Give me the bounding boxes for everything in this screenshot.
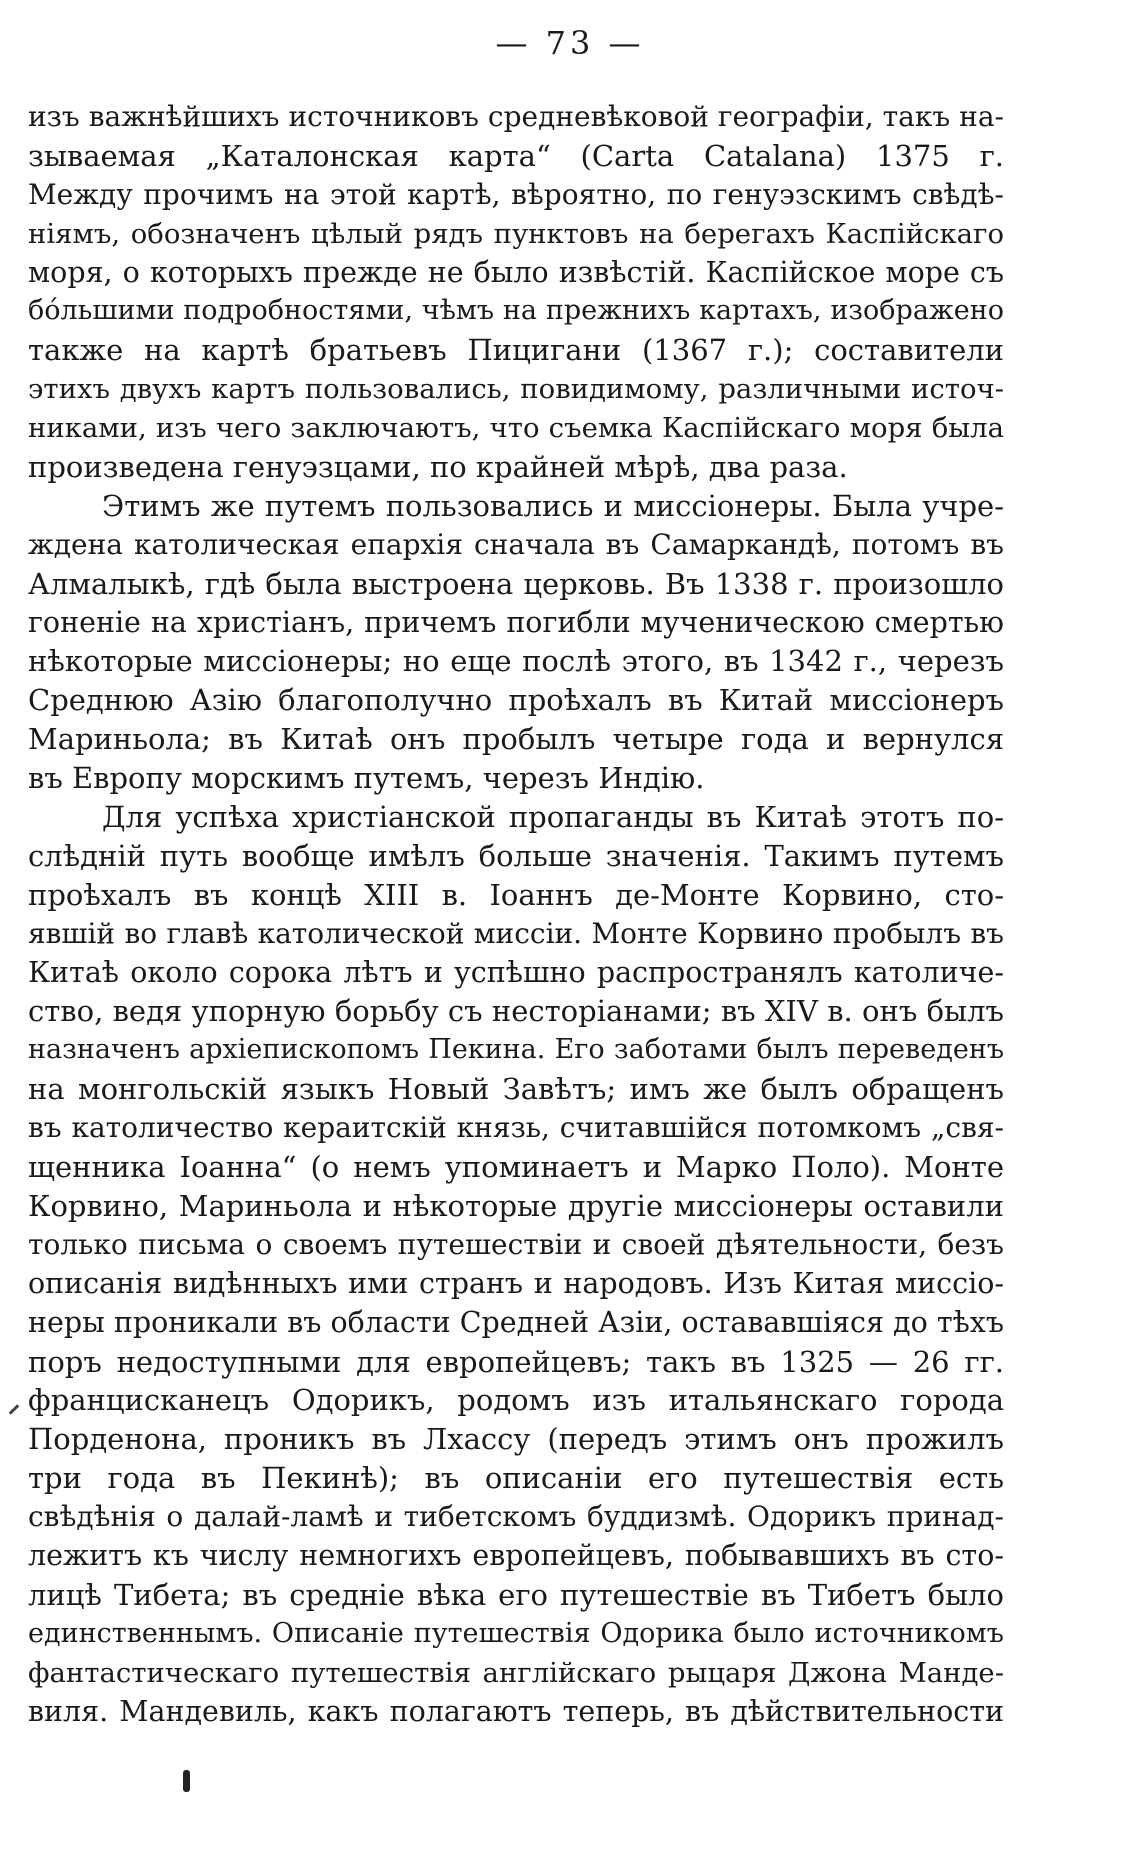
text-line: никами, изъ чего заключаютъ, что съемка Каспійскаго моря была <box>28 412 1004 445</box>
text-line: фантастическаго путешествія англійскаго рыцаря Джона Манде- <box>28 1656 1004 1689</box>
text-line: Этимъ же путемъ пользовались и миссіонеры. Была учре- <box>102 488 1004 523</box>
text-line: слѣдній путь вообще имѣлъ больше значенія. Такимъ путемъ <box>28 838 1004 873</box>
text-line: Между прочимъ на этой картѣ, вѣроятно, по генуэзскимъ свѣдѣ- <box>28 177 1004 211</box>
text-line: описанія видѣнныхъ ими странъ и народовъ. Изъ Китая миссіо- <box>28 1266 1004 1300</box>
ink-speck <box>183 1770 190 1792</box>
text-line: гоненіе на христіанъ, причемъ погибли мученическою смертью <box>28 605 1004 639</box>
text-line: Мариньола; въ Китаѣ онъ пробылъ четыре года и вернулся <box>28 722 1004 757</box>
text-line: также на картѣ братьевъ Пицигани (1367 г.); составители <box>28 333 1004 368</box>
text-line: щенника Іоанна“ (о немъ упоминаетъ и Марко Поло). Монте <box>28 1150 1004 1185</box>
text-line: явшій во главѣ католической миссіи. Монте Корвино пробылъ въ <box>28 916 1004 950</box>
text-line: въ католичество кераитскій князь, считавшійся потомкомъ „свя- <box>28 1111 1004 1145</box>
text-line: единственнымъ. Описаніе путешествія Одорика было источникомъ <box>28 1617 1004 1649</box>
text-line: моря, о которыхъ прежде не было извѣстій. Каспійское море съ <box>28 255 1004 289</box>
text-line: Для успѣха христіанской пропаганды въ Китаѣ этотъ по- <box>102 800 1004 835</box>
text-line: ство, ведя упорную борьбу съ несторіанами; въ XIV в. онъ былъ <box>28 994 1004 1029</box>
text-line: бóльшими подробностями, чѣмъ на прежнихъ картахъ, изображено <box>28 295 1004 327</box>
text-line: францисканецъ Одорикъ, родомъ изъ итальянскаго города <box>28 1383 1004 1418</box>
text-line: этихъ двухъ картъ пользовались, повидимому, различными источ- <box>28 373 1004 406</box>
margin-mark <box>9 1404 20 1415</box>
text-line: произведена генуэзцами, по крайней мѣрѣ, два раза. <box>28 450 848 485</box>
text-line: Китаѣ около сорока лѣтъ и успѣшно распространялъ католиче- <box>28 955 1004 989</box>
text-line: ждена католическая епархія сначала въ Самаркандѣ, потомъ въ <box>28 527 1004 561</box>
text-line: Среднюю Азію благополучно проѣхалъ въ Китай миссіонеръ <box>28 683 1004 718</box>
text-line: на монгольскій языкъ Новый Завѣтъ; имъ же былъ обращенъ <box>28 1072 1004 1107</box>
text-line: только письма о своемъ путешествіи и своей дѣятельности, безъ <box>28 1227 1004 1261</box>
body-text <box>28 98 1004 1731</box>
text-line: проѣхалъ въ концѣ XIII в. Іоаннъ де-Монте Корвино, сто- <box>28 877 1004 912</box>
text-line: нѣкоторые миссіонеры; но еще послѣ этого, въ 1342 г., черезъ <box>28 644 1004 679</box>
text-line: поръ недоступными для европейцевъ; такъ въ 1325 — 26 гг. <box>28 1344 1004 1379</box>
text-line: лицѣ Тибета; въ средніе вѣка его путешествіе въ Тибетъ было <box>28 1577 1004 1612</box>
text-line: три года въ Пекинѣ); въ описаніи его путешествія есть <box>28 1461 1004 1496</box>
text-line: ніямъ, обозначенъ цѣлый рядъ пунктовъ на берегахъ Каспійскаго <box>28 217 1004 250</box>
text-line: Порденона, проникъ въ Лхассу (передъ этимъ онъ прожилъ <box>28 1422 1004 1457</box>
text-line: лежитъ къ числу немногихъ европейцевъ, побывавшихъ въ сто- <box>28 1538 1004 1572</box>
text-line: зываемая „Каталонская карта“ (Carta Catalana) 1375 г. <box>28 138 1004 173</box>
text-line: Корвино, Мариньола и нѣкоторые другіе миссіонеры оставили <box>28 1188 1004 1223</box>
text-line: свѣдѣнія о далай-ламѣ и тибетскомъ буддизмѣ. Одорикъ принад- <box>28 1500 1004 1534</box>
page-number: — 73 — <box>495 24 645 62</box>
text-line: назначенъ архіепископомъ Пекина. Его заботами былъ переведенъ <box>28 1034 1004 1066</box>
text-line: виля. Мандевиль, какъ полагаютъ теперь, въ дѣйствительности <box>28 1694 1004 1728</box>
text-line: неры проникали въ области Средней Азіи, остававшіяся до тѣхъ <box>28 1305 1004 1339</box>
text-line: въ Европу морскимъ путемъ, черезъ Индію. <box>28 761 705 796</box>
text-line: Алмалыкѣ, гдѣ была выстроена церковь. Въ 1338 г. произошло <box>28 566 1004 601</box>
text-line: изъ важнѣйшихъ источниковъ средневѣковой географіи, такъ на- <box>28 100 1004 133</box>
